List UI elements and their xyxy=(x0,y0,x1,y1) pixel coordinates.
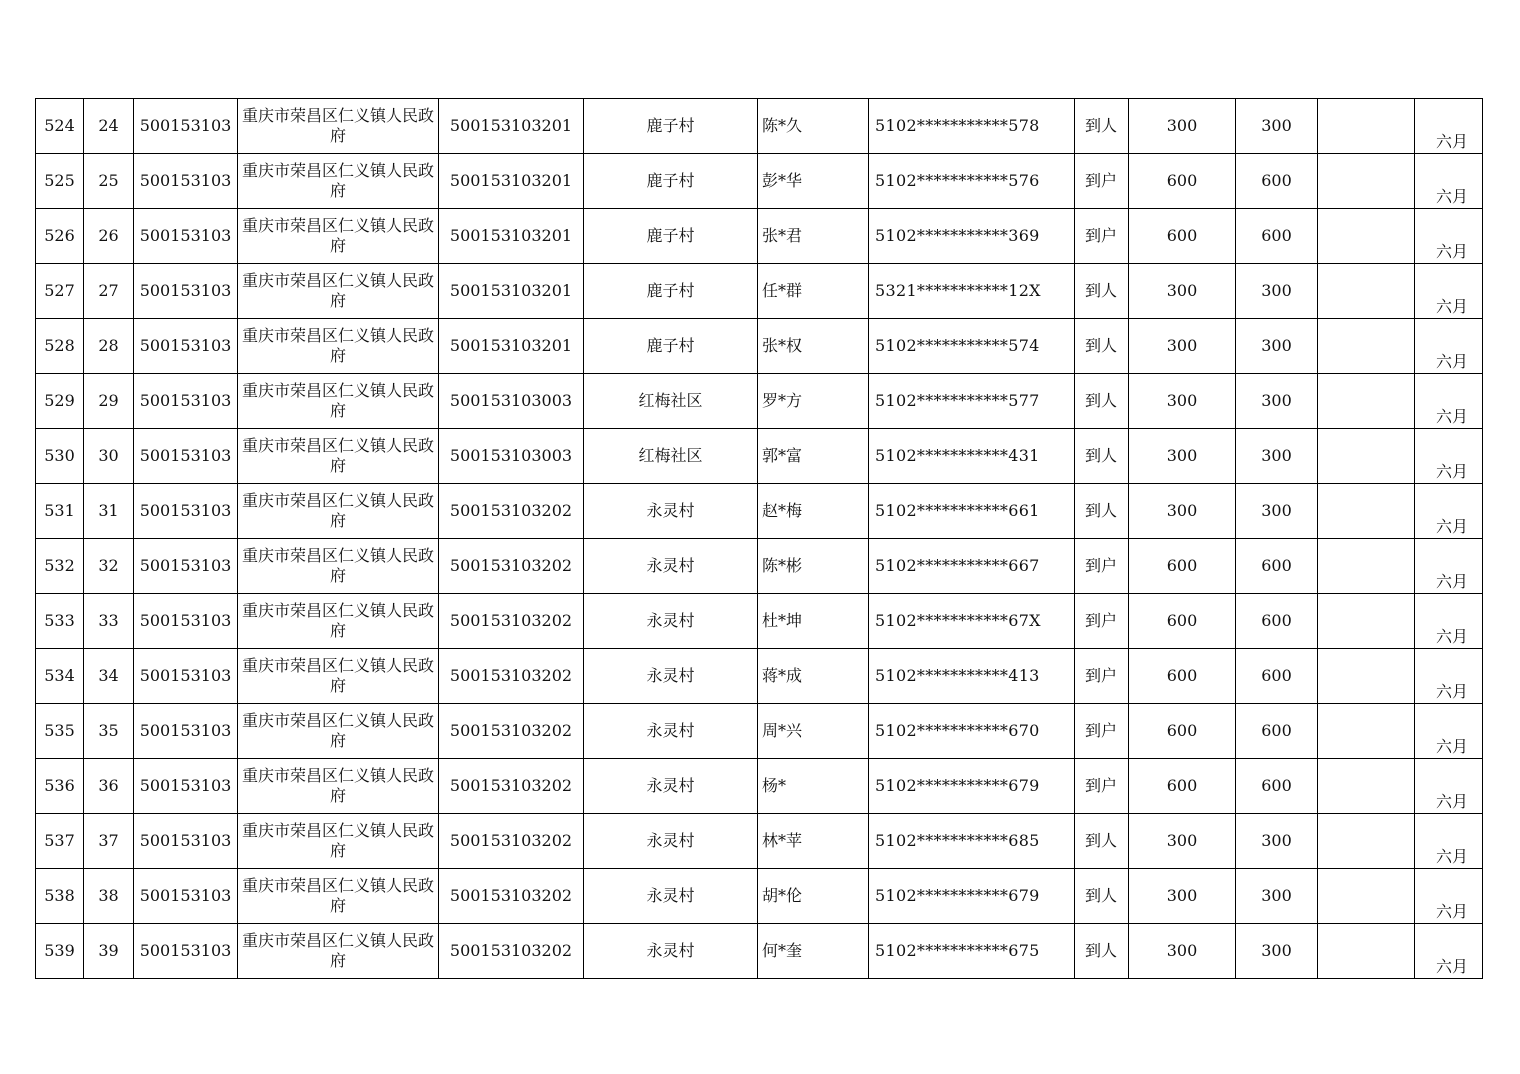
village-name-cell: 永灵村 xyxy=(584,594,758,649)
table-row xyxy=(36,594,1483,649)
row-number-cell: 531 xyxy=(36,484,84,539)
org-name-cell: 重庆市荣昌区仁义镇人民政府 xyxy=(238,154,439,209)
payment-type-cell: 到人 xyxy=(1075,814,1129,869)
row-number-cell: 539 xyxy=(36,924,84,979)
village-name-cell: 鹿子村 xyxy=(584,209,758,264)
village-code-cell: 500153103202 xyxy=(439,539,584,594)
id-number-cell: 5102***********577 xyxy=(869,374,1075,429)
note-cell xyxy=(1318,594,1415,649)
month-cell: 六月 xyxy=(1415,429,1483,484)
org-name-cell: 重庆市荣昌区仁义镇人民政府 xyxy=(238,704,439,759)
payment-type-cell: 到人 xyxy=(1075,484,1129,539)
village-name-cell: 鹿子村 xyxy=(584,264,758,319)
amount-paid-cell: 300 xyxy=(1236,869,1318,924)
id-number-cell: 5102***********431 xyxy=(869,429,1075,484)
month-cell: 六月 xyxy=(1415,759,1483,814)
amount-paid-cell: 600 xyxy=(1236,759,1318,814)
note-cell xyxy=(1318,319,1415,374)
person-name-cell: 胡*伦 xyxy=(758,869,869,924)
org-code-cell: 500153103 xyxy=(134,209,238,264)
id-number-cell: 5102***********675 xyxy=(869,924,1075,979)
amount-cell: 300 xyxy=(1129,319,1236,374)
id-number-cell: 5102***********667 xyxy=(869,539,1075,594)
org-name-cell: 重庆市荣昌区仁义镇人民政府 xyxy=(238,264,439,319)
amount-paid-cell: 300 xyxy=(1236,924,1318,979)
amount-cell: 600 xyxy=(1129,209,1236,264)
month-cell: 六月 xyxy=(1415,649,1483,704)
village-code-cell: 500153103202 xyxy=(439,924,584,979)
village-code-cell: 500153103202 xyxy=(439,869,584,924)
sequence-cell: 35 xyxy=(84,704,134,759)
village-code-cell: 500153103202 xyxy=(439,484,584,539)
id-number-cell: 5102***********685 xyxy=(869,814,1075,869)
payment-type-cell: 到户 xyxy=(1075,759,1129,814)
village-name-cell: 鹿子村 xyxy=(584,319,758,374)
org-name-cell: 重庆市荣昌区仁义镇人民政府 xyxy=(238,484,439,539)
payment-type-cell: 到人 xyxy=(1075,429,1129,484)
table-row xyxy=(36,814,1483,869)
org-code-cell: 500153103 xyxy=(134,319,238,374)
note-cell xyxy=(1318,264,1415,319)
person-name-cell: 林*苹 xyxy=(758,814,869,869)
org-code-cell: 500153103 xyxy=(134,759,238,814)
sequence-cell: 29 xyxy=(84,374,134,429)
person-name-cell: 陈*彬 xyxy=(758,539,869,594)
org-name-cell: 重庆市荣昌区仁义镇人民政府 xyxy=(238,649,439,704)
village-code-cell: 500153103003 xyxy=(439,429,584,484)
amount-paid-cell: 600 xyxy=(1236,154,1318,209)
id-number-cell: 5102***********679 xyxy=(869,869,1075,924)
person-name-cell: 张*君 xyxy=(758,209,869,264)
org-name-cell: 重庆市荣昌区仁义镇人民政府 xyxy=(238,319,439,374)
sequence-cell: 32 xyxy=(84,539,134,594)
amount-paid-cell: 600 xyxy=(1236,649,1318,704)
payment-type-cell: 到人 xyxy=(1075,374,1129,429)
row-number-cell: 524 xyxy=(36,99,84,154)
org-name-cell: 重庆市荣昌区仁义镇人民政府 xyxy=(238,814,439,869)
note-cell xyxy=(1318,814,1415,869)
note-cell xyxy=(1318,484,1415,539)
village-name-cell: 永灵村 xyxy=(584,539,758,594)
note-cell xyxy=(1318,924,1415,979)
amount-paid-cell: 300 xyxy=(1236,484,1318,539)
org-name-cell: 重庆市荣昌区仁义镇人民政府 xyxy=(238,759,439,814)
sequence-cell: 39 xyxy=(84,924,134,979)
person-name-cell: 张*权 xyxy=(758,319,869,374)
payment-type-cell: 到户 xyxy=(1075,154,1129,209)
note-cell xyxy=(1318,99,1415,154)
sequence-cell: 31 xyxy=(84,484,134,539)
org-code-cell: 500153103 xyxy=(134,539,238,594)
month-cell: 六月 xyxy=(1415,99,1483,154)
village-name-cell: 永灵村 xyxy=(584,814,758,869)
note-cell xyxy=(1318,704,1415,759)
table-row xyxy=(36,429,1483,484)
sequence-cell: 26 xyxy=(84,209,134,264)
village-code-cell: 500153103201 xyxy=(439,264,584,319)
payment-type-cell: 到户 xyxy=(1075,539,1129,594)
id-number-cell: 5102***********661 xyxy=(869,484,1075,539)
village-name-cell: 鹿子村 xyxy=(584,99,758,154)
village-name-cell: 永灵村 xyxy=(584,759,758,814)
id-number-cell: 5102***********67X xyxy=(869,594,1075,649)
id-number-cell: 5102***********576 xyxy=(869,154,1075,209)
row-number-cell: 530 xyxy=(36,429,84,484)
sequence-cell: 24 xyxy=(84,99,134,154)
note-cell xyxy=(1318,759,1415,814)
table-row xyxy=(36,484,1483,539)
person-name-cell: 赵*梅 xyxy=(758,484,869,539)
row-number-cell: 534 xyxy=(36,649,84,704)
person-name-cell: 杨* xyxy=(758,759,869,814)
village-name-cell: 永灵村 xyxy=(584,484,758,539)
id-number-cell: 5102***********574 xyxy=(869,319,1075,374)
village-name-cell: 永灵村 xyxy=(584,869,758,924)
org-code-cell: 500153103 xyxy=(134,374,238,429)
village-name-cell: 红梅社区 xyxy=(584,429,758,484)
org-name-cell: 重庆市荣昌区仁义镇人民政府 xyxy=(238,539,439,594)
sequence-cell: 30 xyxy=(84,429,134,484)
village-code-cell: 500153103201 xyxy=(439,209,584,264)
person-name-cell: 周*兴 xyxy=(758,704,869,759)
org-code-cell: 500153103 xyxy=(134,814,238,869)
id-number-cell: 5102***********679 xyxy=(869,759,1075,814)
org-code-cell: 500153103 xyxy=(134,704,238,759)
month-cell: 六月 xyxy=(1415,374,1483,429)
org-code-cell: 500153103 xyxy=(134,484,238,539)
amount-cell: 300 xyxy=(1129,429,1236,484)
payment-type-cell: 到户 xyxy=(1075,649,1129,704)
table-row xyxy=(36,539,1483,594)
row-number-cell: 533 xyxy=(36,594,84,649)
row-number-cell: 536 xyxy=(36,759,84,814)
payment-type-cell: 到人 xyxy=(1075,319,1129,374)
village-code-cell: 500153103202 xyxy=(439,649,584,704)
amount-paid-cell: 600 xyxy=(1236,704,1318,759)
village-code-cell: 500153103201 xyxy=(439,154,584,209)
amount-paid-cell: 600 xyxy=(1236,594,1318,649)
amount-cell: 600 xyxy=(1129,594,1236,649)
org-name-cell: 重庆市荣昌区仁义镇人民政府 xyxy=(238,99,439,154)
month-cell: 六月 xyxy=(1415,869,1483,924)
id-number-cell: 5321***********12X xyxy=(869,264,1075,319)
subsidy-table xyxy=(35,98,1483,979)
amount-cell: 300 xyxy=(1129,814,1236,869)
table-row xyxy=(36,99,1483,154)
amount-paid-cell: 300 xyxy=(1236,814,1318,869)
table-row xyxy=(36,264,1483,319)
person-name-cell: 杜*坤 xyxy=(758,594,869,649)
sequence-cell: 33 xyxy=(84,594,134,649)
note-cell xyxy=(1318,539,1415,594)
row-number-cell: 525 xyxy=(36,154,84,209)
amount-paid-cell: 600 xyxy=(1236,209,1318,264)
row-number-cell: 528 xyxy=(36,319,84,374)
person-name-cell: 彭*华 xyxy=(758,154,869,209)
amount-cell: 600 xyxy=(1129,539,1236,594)
village-name-cell: 永灵村 xyxy=(584,704,758,759)
payment-type-cell: 到户 xyxy=(1075,704,1129,759)
village-code-cell: 500153103202 xyxy=(439,594,584,649)
month-cell: 六月 xyxy=(1415,319,1483,374)
org-name-cell: 重庆市荣昌区仁义镇人民政府 xyxy=(238,429,439,484)
table-row xyxy=(36,924,1483,979)
payment-type-cell: 到人 xyxy=(1075,869,1129,924)
org-code-cell: 500153103 xyxy=(134,154,238,209)
amount-cell: 300 xyxy=(1129,924,1236,979)
table-row xyxy=(36,209,1483,264)
org-code-cell: 500153103 xyxy=(134,264,238,319)
month-cell: 六月 xyxy=(1415,539,1483,594)
payment-type-cell: 到人 xyxy=(1075,924,1129,979)
org-code-cell: 500153103 xyxy=(134,99,238,154)
person-name-cell: 何*奎 xyxy=(758,924,869,979)
person-name-cell: 郭*富 xyxy=(758,429,869,484)
amount-cell: 300 xyxy=(1129,374,1236,429)
org-name-cell: 重庆市荣昌区仁义镇人民政府 xyxy=(238,594,439,649)
village-code-cell: 500153103202 xyxy=(439,704,584,759)
row-number-cell: 529 xyxy=(36,374,84,429)
org-code-cell: 500153103 xyxy=(134,429,238,484)
sequence-cell: 38 xyxy=(84,869,134,924)
note-cell xyxy=(1318,869,1415,924)
note-cell xyxy=(1318,429,1415,484)
amount-paid-cell: 300 xyxy=(1236,319,1318,374)
amount-paid-cell: 300 xyxy=(1236,264,1318,319)
month-cell: 六月 xyxy=(1415,814,1483,869)
org-code-cell: 500153103 xyxy=(134,924,238,979)
payment-type-cell: 到人 xyxy=(1075,99,1129,154)
row-number-cell: 538 xyxy=(36,869,84,924)
org-code-cell: 500153103 xyxy=(134,649,238,704)
amount-cell: 300 xyxy=(1129,264,1236,319)
sequence-cell: 36 xyxy=(84,759,134,814)
person-name-cell: 蒋*成 xyxy=(758,649,869,704)
village-code-cell: 500153103003 xyxy=(439,374,584,429)
sequence-cell: 25 xyxy=(84,154,134,209)
village-name-cell: 永灵村 xyxy=(584,924,758,979)
amount-paid-cell: 300 xyxy=(1236,374,1318,429)
payment-type-cell: 到户 xyxy=(1075,209,1129,264)
amount-cell: 600 xyxy=(1129,759,1236,814)
table-body xyxy=(36,99,1483,979)
note-cell xyxy=(1318,209,1415,264)
org-code-cell: 500153103 xyxy=(134,594,238,649)
row-number-cell: 526 xyxy=(36,209,84,264)
id-number-cell: 5102***********369 xyxy=(869,209,1075,264)
id-number-cell: 5102***********670 xyxy=(869,704,1075,759)
amount-paid-cell: 300 xyxy=(1236,429,1318,484)
table-row xyxy=(36,704,1483,759)
month-cell: 六月 xyxy=(1415,924,1483,979)
month-cell: 六月 xyxy=(1415,264,1483,319)
amount-cell: 600 xyxy=(1129,154,1236,209)
note-cell xyxy=(1318,649,1415,704)
org-name-cell: 重庆市荣昌区仁义镇人民政府 xyxy=(238,924,439,979)
table-row xyxy=(36,649,1483,704)
amount-cell: 600 xyxy=(1129,649,1236,704)
village-code-cell: 500153103202 xyxy=(439,814,584,869)
sequence-cell: 34 xyxy=(84,649,134,704)
person-name-cell: 罗*方 xyxy=(758,374,869,429)
village-code-cell: 500153103202 xyxy=(439,759,584,814)
payment-type-cell: 到人 xyxy=(1075,264,1129,319)
village-name-cell: 鹿子村 xyxy=(584,154,758,209)
id-number-cell: 5102***********413 xyxy=(869,649,1075,704)
amount-cell: 600 xyxy=(1129,704,1236,759)
row-number-cell: 532 xyxy=(36,539,84,594)
sequence-cell: 27 xyxy=(84,264,134,319)
org-name-cell: 重庆市荣昌区仁义镇人民政府 xyxy=(238,374,439,429)
village-code-cell: 500153103201 xyxy=(439,99,584,154)
table-row xyxy=(36,374,1483,429)
row-number-cell: 527 xyxy=(36,264,84,319)
month-cell: 六月 xyxy=(1415,484,1483,539)
sequence-cell: 28 xyxy=(84,319,134,374)
id-number-cell: 5102***********578 xyxy=(869,99,1075,154)
table-row xyxy=(36,154,1483,209)
month-cell: 六月 xyxy=(1415,154,1483,209)
amount-cell: 300 xyxy=(1129,99,1236,154)
village-name-cell: 永灵村 xyxy=(584,649,758,704)
month-cell: 六月 xyxy=(1415,209,1483,264)
org-name-cell: 重庆市荣昌区仁义镇人民政府 xyxy=(238,209,439,264)
payment-type-cell: 到户 xyxy=(1075,594,1129,649)
amount-paid-cell: 300 xyxy=(1236,99,1318,154)
org-name-cell: 重庆市荣昌区仁义镇人民政府 xyxy=(238,869,439,924)
row-number-cell: 535 xyxy=(36,704,84,759)
note-cell xyxy=(1318,374,1415,429)
sequence-cell: 37 xyxy=(84,814,134,869)
table-row xyxy=(36,869,1483,924)
row-number-cell: 537 xyxy=(36,814,84,869)
person-name-cell: 任*群 xyxy=(758,264,869,319)
org-code-cell: 500153103 xyxy=(134,869,238,924)
village-code-cell: 500153103201 xyxy=(439,319,584,374)
note-cell xyxy=(1318,154,1415,209)
amount-paid-cell: 600 xyxy=(1236,539,1318,594)
month-cell: 六月 xyxy=(1415,704,1483,759)
amount-cell: 300 xyxy=(1129,484,1236,539)
village-name-cell: 红梅社区 xyxy=(584,374,758,429)
month-cell: 六月 xyxy=(1415,594,1483,649)
person-name-cell: 陈*久 xyxy=(758,99,869,154)
table-row xyxy=(36,759,1483,814)
amount-cell: 300 xyxy=(1129,869,1236,924)
table-row xyxy=(36,319,1483,374)
